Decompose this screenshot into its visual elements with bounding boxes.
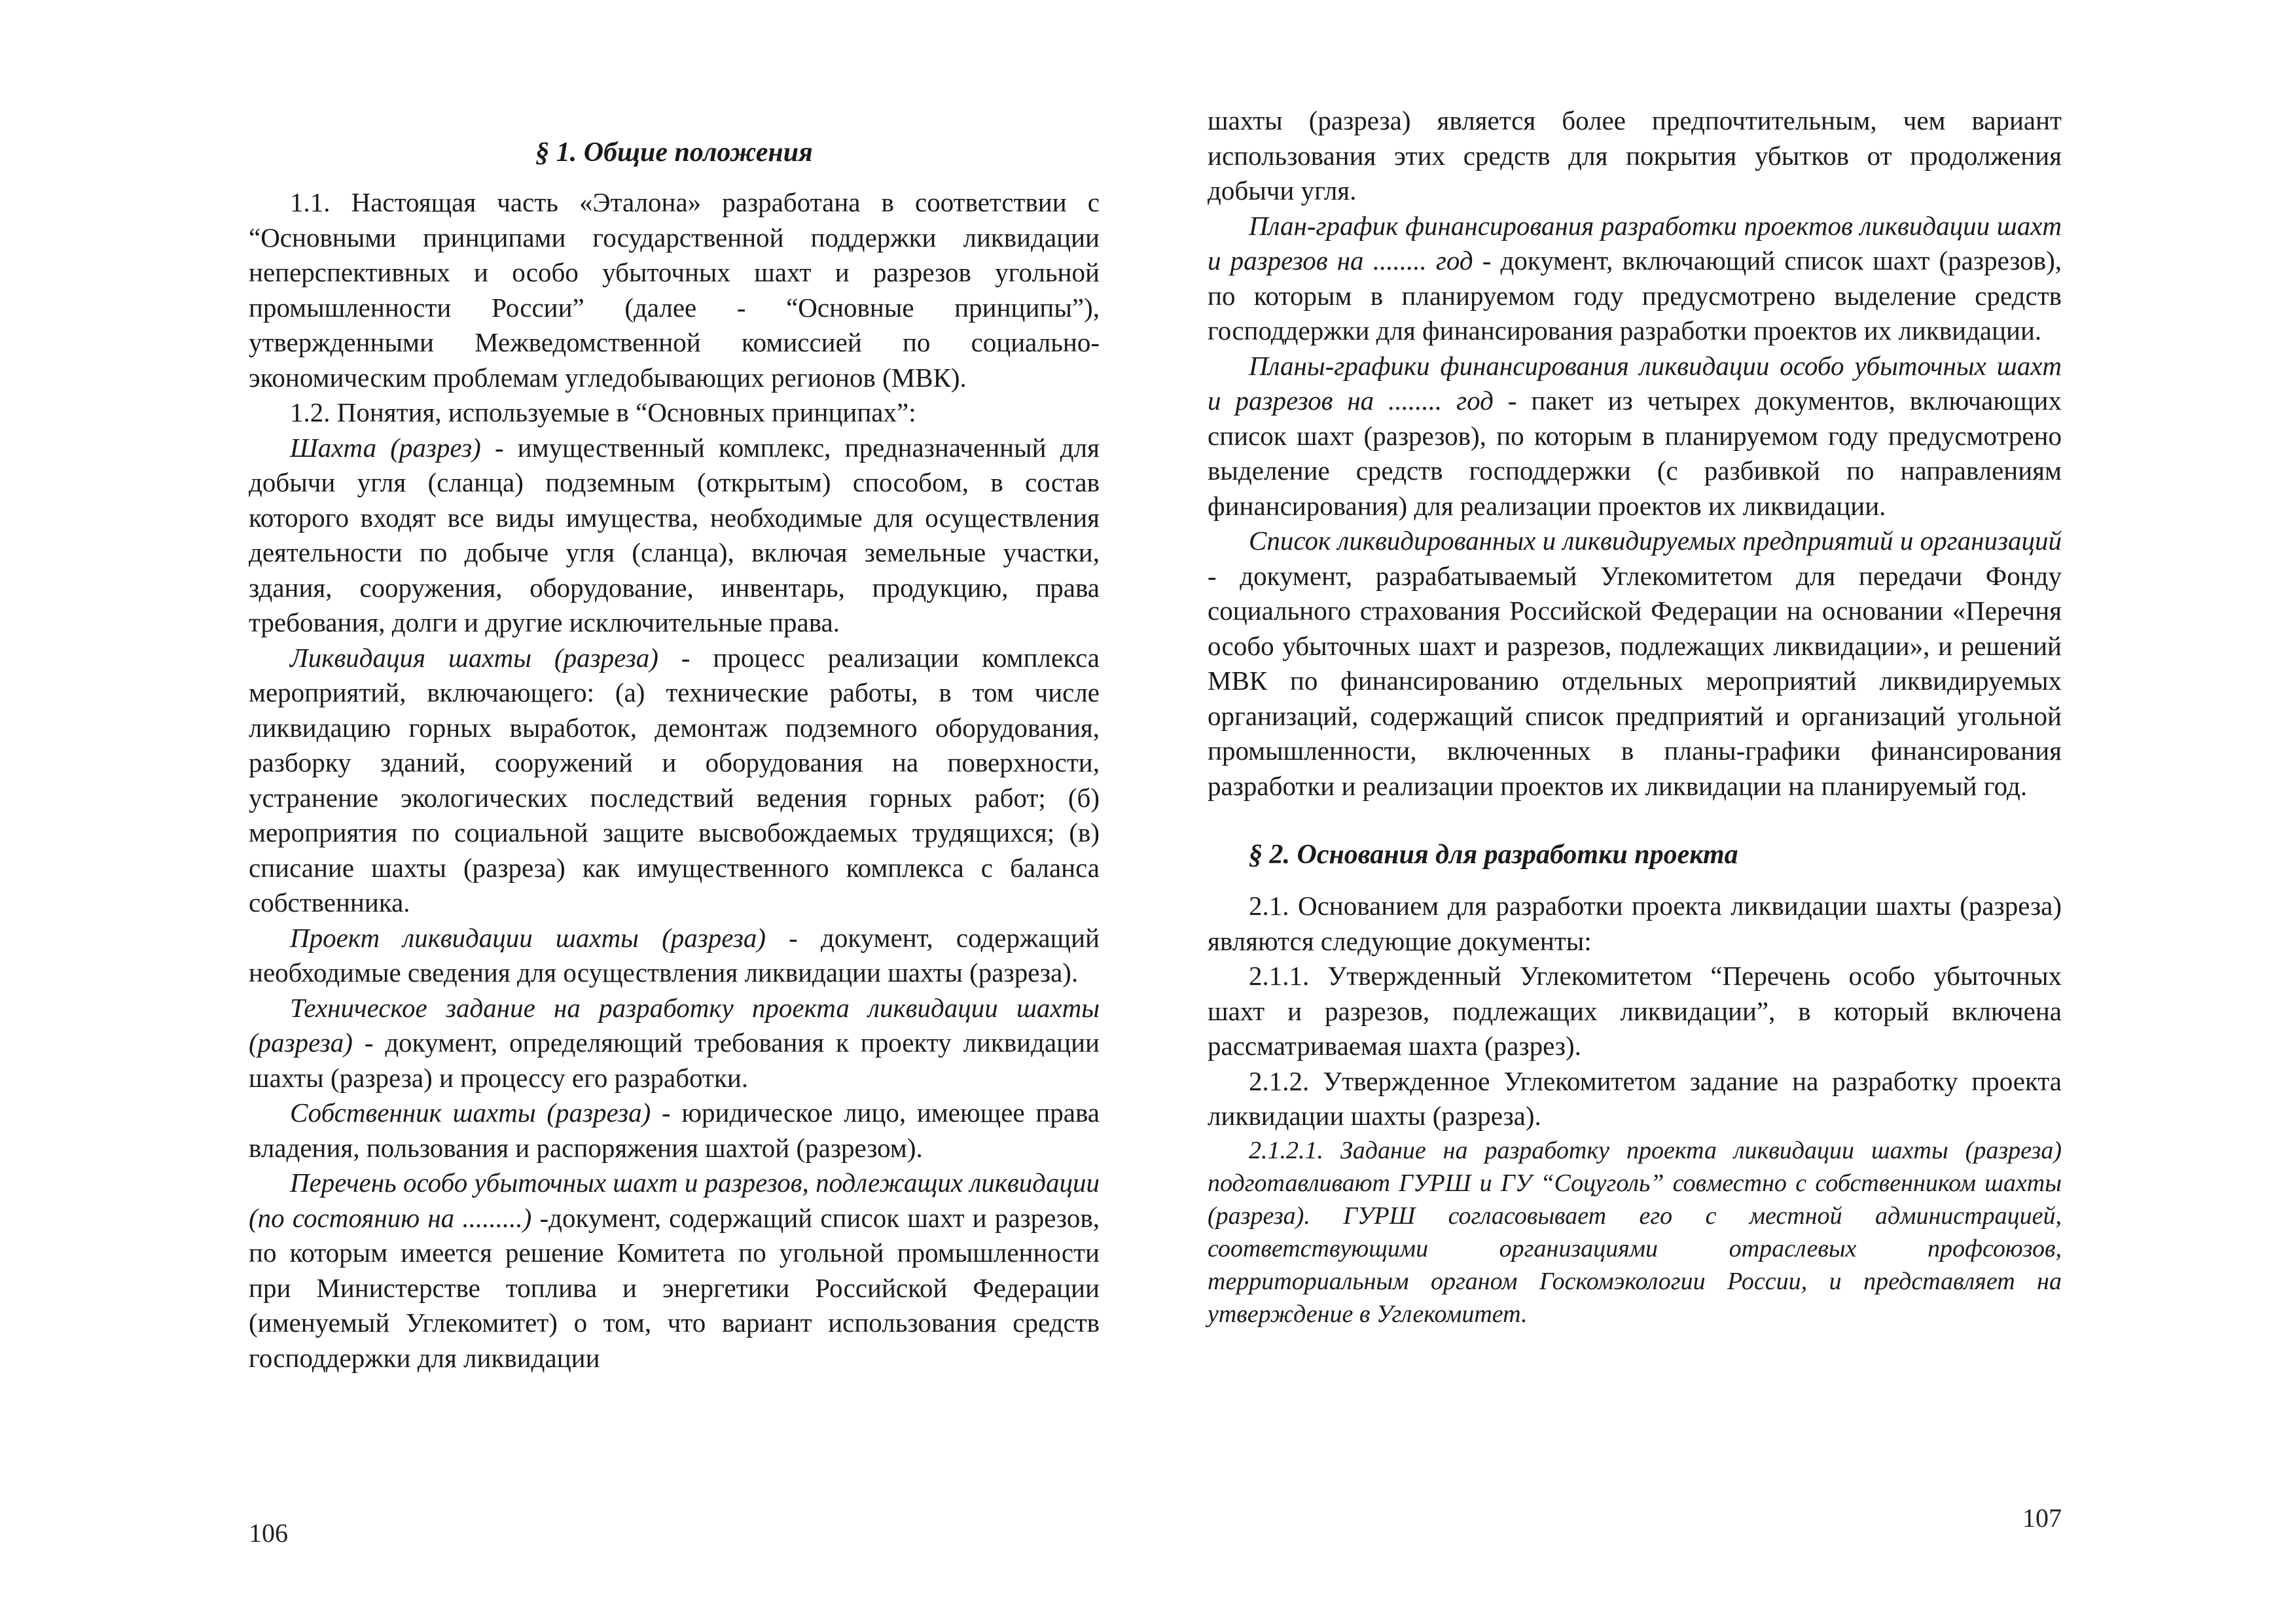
definition-term: План-график финансирования разработки проектов ликвидации шахт и разрезов на ........ год	[1208, 210, 2062, 276]
definition-term: Шахта (разрез)	[290, 432, 481, 463]
definition-owner	[249, 1096, 1100, 1166]
definition-text: -документ, содержащий список шахт и разрезов, по которым имеется решение Комитета по угольной промышленности при Министерстве топлива и энергетики Российской Федерации (именуемый Углекомитет) о том, что вариант использования средств господдержки для ликвидации	[249, 1202, 1100, 1373]
paragraph-2-1-1: 2.1.1. Утвержденный Углекомитетом “Перечень особо убыточных шахт и разрезов, подлежащих ликвидации”, в который включена рассматриваемая шахта (разрез).	[1208, 961, 2062, 1061]
definition-project	[249, 921, 1100, 991]
right-page	[1208, 0, 2062, 1623]
definition-text: - пакет из четырех документов, включающих список шахт (разрезов), по которым в планируемом году предусмотрено выделение средств господдержки (с разбивкой по направлениям финансирования) для реализации проектов их ликвидации.	[1208, 385, 2062, 521]
page-number: 107	[2022, 1503, 2062, 1533]
definition-plans	[1208, 349, 2062, 524]
definition-term: Планы-графики финансирования ликвидации особо убыточных шахт и разрезов на ........ год	[1208, 350, 2062, 416]
definition-liquidation	[249, 641, 1100, 921]
definition-term: Список ликвидированных и ликвидируемых предприятий и организаций	[1249, 526, 2062, 556]
definition-term: Собственник шахты (разреза)	[290, 1097, 651, 1128]
left-page-text	[249, 134, 1100, 1376]
definition-text: - документ, разрабатываемый Углекомитетом для передачи Фонду социального страхования Российской Федерации на основании «Перечня особо убыточных шахт и разрезов, подлежащих ликвидации», и решений МВК по финансированию отдельных мероприятий ликвидируемых организаций, содержащий список предприятий и организаций угольной промышленности, включенных в планы-графики финансирования разработки и реализации проектов их ликвидации на планируемый год.	[1208, 560, 2062, 801]
definition-term: Проект ликвидации шахты (разреза)	[290, 922, 766, 953]
section-2-heading: § 2. Основания для разработки проекта	[1249, 840, 1738, 870]
paragraph-2-1-2-1: 2.1.2.1. Задание на разработку проекта ликвидации шахты (разреза) подготавливают ГУРШ и ГУ “Соцуголь” совместно с собственником шахты (разреза). ГУРШ согласовывает его с местной администрацией, соответствующими организациями отраслевых профсоюзов, территориальным органом Госкомэкологии России, и представляет на утверждение в Углекомитет.	[1208, 1136, 2062, 1328]
definition-term: Ликвидация шахты (разреза)	[290, 642, 658, 673]
definition-schedule	[1208, 209, 2062, 349]
continued-paragraph: шахты (разреза) является более предпочтительным, чем вариант использования этих средств для покрытия убытков от продолжения добычи угля.	[1208, 105, 2062, 205]
page-number: 106	[249, 1518, 288, 1548]
definition-text: - процесс реализации комплекса мероприятий, включающего: (а) технические работы, в том числе ликвидацию горных выработок, демонтаж подземного оборудования, разборку зданий, сооружений и оборудования на поверхности, устранение экологических последствий ведения горных работ; (б) мероприятия по социальной защите высвобождаемых трудящихся; (в) списание шахты (разреза) как имущественного комплекса с баланса собственника.	[249, 642, 1100, 918]
definition-technical-task	[249, 991, 1100, 1096]
definition-text: - документ, содержащий необходимые сведения для осуществления ликвидации шахты (разреза).	[249, 922, 1100, 988]
definition-text: - имущественный комплекс, предназначенный для добычи угля (сланца) подземным (открытым) способом, в состав которого входят все виды имущества, необходимые для осуществления деятельности по добыче угля (сланца), включая земельные участки, здания, сооружения, оборудование, инвентарь, продукцию, права требования, долги и другие исключительные права.	[249, 432, 1100, 637]
paragraph-1-1: 1.1. Настоящая часть «Эталона» разработана в соответствии с “Основными принципами государственной поддержки ликвидации неперспективных и особо убыточных шахт и разрезов угольной промышленности России” (далее - “Основные принципы”), утвержденными Межведомственной комиссией по социально-экономическим проблемам угледобывающих регионов (МВК).	[249, 187, 1100, 393]
definition-text: - юридическое лицо, имеющее права владения, пользования и распоряжения шахтой (разрезом).	[249, 1097, 1100, 1163]
paragraph-2-1-2: 2.1.2. Утвержденное Углекомитетом задание на разработку проекта ликвидации шахты (разреза).	[1208, 1065, 2062, 1131]
section-1-heading: § 1. Общие положения	[535, 137, 813, 168]
definition-term: Техническое задание на разработку проекта ликвидации шахты (разреза)	[249, 992, 1100, 1058]
paragraph-2-1: 2.1. Основанием для разработки проекта ликвидации шахты (разреза) являются следующие документы:	[1208, 891, 2062, 956]
definition-mine	[249, 431, 1100, 641]
definition-enterprises-list	[1208, 524, 2062, 804]
right-page-text	[1208, 103, 2062, 1330]
paragraph-1-2: 1.2. Понятия, используемые в “Основных принципах”:	[290, 397, 916, 427]
definition-text: - документ, включающий список шахт (разрезов), по которым в планируемом году предусмотрено выделение средств господдержки для финансирования разработки проектов их ликвидации.	[1208, 245, 2062, 346]
left-page	[249, 0, 1100, 1623]
definition-term: Перечень особо убыточных шахт и разрезов, подлежащих ликвидации (по состоянию на .........)	[249, 1168, 1100, 1233]
definition-text: - документ, определяющий требования к проекту ликвидации шахты (разреза) и процессу его разработки.	[249, 1027, 1100, 1093]
definition-list	[249, 1166, 1100, 1376]
